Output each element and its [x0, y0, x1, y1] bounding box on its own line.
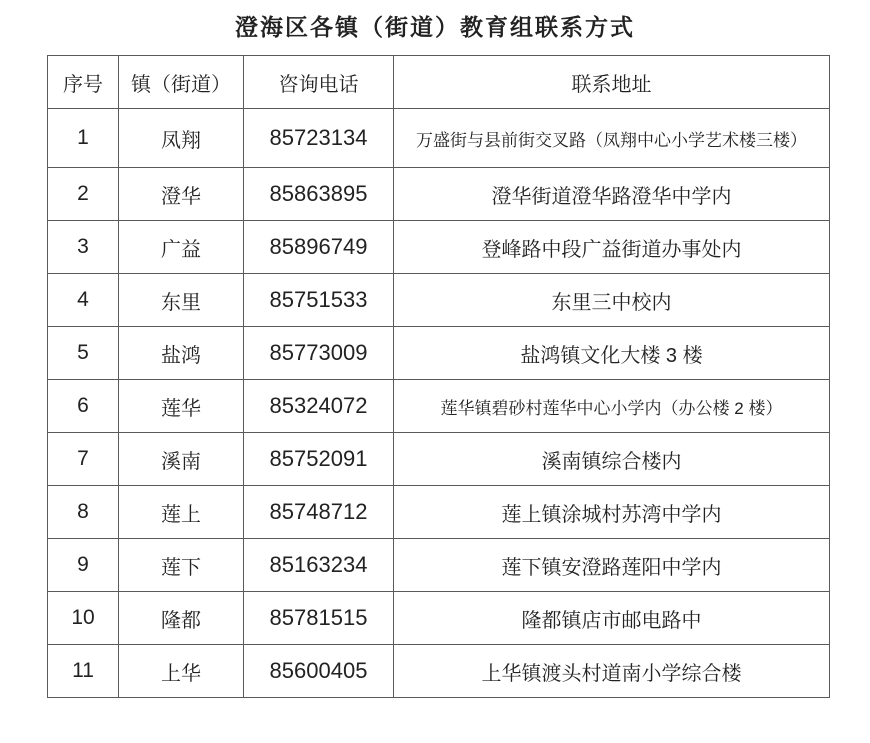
town-street-cell: 东里: [119, 274, 244, 327]
address-cell: 澄华街道澄华路澄华中学内: [394, 168, 830, 221]
serial-number-cell: 1: [48, 109, 119, 168]
phone-number-cell: 85723134: [244, 109, 394, 168]
town-street-cell: 莲华: [119, 380, 244, 433]
phone-number-cell: 85748712: [244, 486, 394, 539]
phone-number-cell: 85752091: [244, 433, 394, 486]
table-row: [48, 380, 830, 433]
serial-number-cell: 9: [48, 539, 119, 592]
serial-number-cell: 10: [48, 592, 119, 645]
town-street-cell: 澄华: [119, 168, 244, 221]
address-cell: 东里三中校内: [394, 274, 830, 327]
table-row: [48, 221, 830, 274]
town-street-cell: 广益: [119, 221, 244, 274]
table-row: [48, 274, 830, 327]
table-row: [48, 168, 830, 221]
phone-number-cell: 85163234: [244, 539, 394, 592]
serial-number-cell: 5: [48, 327, 119, 380]
address-cell: 上华镇渡头村道南小学综合楼: [394, 645, 830, 698]
serial-number-cell: 8: [48, 486, 119, 539]
table-row: [48, 539, 830, 592]
address-cell: 溪南镇综合楼内: [394, 433, 830, 486]
header-phone: 咨询电话: [244, 56, 394, 109]
address-cell: 登峰路中段广益街道办事处内: [394, 221, 830, 274]
phone-number-cell: 85896749: [244, 221, 394, 274]
table-row: [48, 592, 830, 645]
serial-number-cell: 7: [48, 433, 119, 486]
contact-table: [47, 55, 830, 698]
table-row: [48, 486, 830, 539]
phone-number-cell: 85773009: [244, 327, 394, 380]
page-title: 澄海区各镇（街道）教育组联系方式: [235, 14, 635, 40]
address-cell: 隆都镇店市邮电路中: [394, 592, 830, 645]
phone-number-cell: 85863895: [244, 168, 394, 221]
town-street-cell: 凤翔: [119, 109, 244, 168]
serial-number-cell: 4: [48, 274, 119, 327]
serial-number-cell: 6: [48, 380, 119, 433]
town-street-cell: 上华: [119, 645, 244, 698]
phone-number-cell: 85751533: [244, 274, 394, 327]
serial-number-cell: 2: [48, 168, 119, 221]
town-street-cell: 莲上: [119, 486, 244, 539]
address-cell: 莲下镇安澄路莲阳中学内: [394, 539, 830, 592]
header-serial-number: 序号: [48, 56, 119, 109]
serial-number-cell: 3: [48, 221, 119, 274]
phone-number-cell: 85600405: [244, 645, 394, 698]
address-cell: 莲上镇涂城村苏湾中学内: [394, 486, 830, 539]
header-town-street: 镇（街道）: [119, 56, 244, 109]
header-address: 联系地址: [394, 56, 830, 109]
header-row: [48, 56, 830, 109]
serial-number-cell: 11: [48, 645, 119, 698]
address-cell: 莲华镇碧砂村莲华中心小学内（办公楼 2 楼）: [394, 380, 830, 433]
table-row: [48, 433, 830, 486]
town-street-cell: 莲下: [119, 539, 244, 592]
town-street-cell: 盐鸿: [119, 327, 244, 380]
table-row: [48, 327, 830, 380]
town-street-cell: 溪南: [119, 433, 244, 486]
phone-number-cell: 85781515: [244, 592, 394, 645]
address-cell: 盐鸿镇文化大楼 3 楼: [394, 327, 830, 380]
phone-number-cell: 85324072: [244, 380, 394, 433]
table-row: [48, 645, 830, 698]
table-row: [48, 109, 830, 168]
town-street-cell: 隆都: [119, 592, 244, 645]
address-cell: 万盛街与县前街交叉路（凤翔中心小学艺术楼三楼）: [394, 109, 830, 168]
